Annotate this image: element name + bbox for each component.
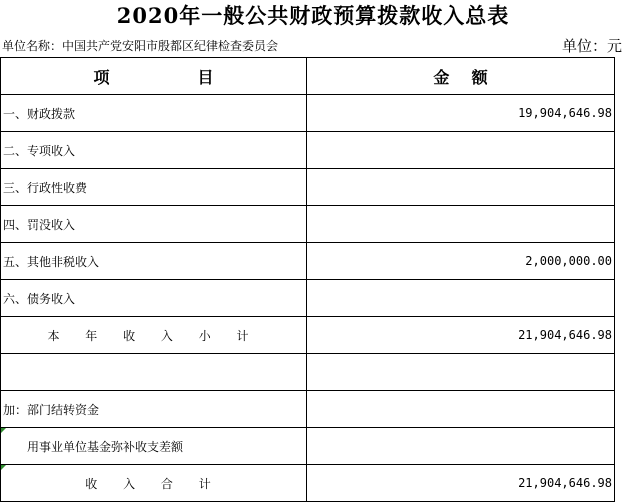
table-row <box>1 428 615 465</box>
cell-marker-icon <box>1 465 6 470</box>
row-amount: 2,000,000.00 <box>307 243 615 280</box>
header-amount: 金 额 <box>307 58 615 95</box>
subtotal-label: 本 年 收 入 小 计 <box>1 317 307 354</box>
table-row <box>1 132 615 169</box>
row-label: 五、其他非税收入 <box>1 243 307 280</box>
row-label: 一、财政拨款 <box>1 95 307 132</box>
row-amount: 19,904,646.98 <box>307 95 615 132</box>
row-label: 加：部门结转资金 <box>1 391 307 428</box>
table-row <box>1 243 615 280</box>
row-amount <box>307 391 615 428</box>
total-amount: 21,904,646.98 <box>307 465 615 502</box>
row-amount <box>307 354 615 391</box>
unit-name: 单位名称：中国共产党安阳市殷都区纪律检查委员会 <box>2 39 279 53</box>
header-item <box>1 58 307 95</box>
header-item-char1: 项 <box>93 67 110 87</box>
table-row <box>1 391 615 428</box>
unit-label: 单位：元 <box>561 37 622 55</box>
cell-marker-icon <box>1 428 6 433</box>
revenue-table <box>0 57 615 502</box>
row-label <box>1 354 307 391</box>
row-label: 四、罚没收入 <box>1 206 307 243</box>
row-amount <box>307 206 615 243</box>
total-label-cell <box>1 465 307 502</box>
row-amount <box>307 428 615 465</box>
row-amount <box>307 132 615 169</box>
row-label: 三、行政性收费 <box>1 169 307 206</box>
row-amount <box>307 169 615 206</box>
row-label: 二、专项收入 <box>1 132 307 169</box>
row-label-cell <box>1 428 307 465</box>
table-row <box>1 169 615 206</box>
row-label: 六、债务收入 <box>1 280 307 317</box>
total-row <box>1 465 615 502</box>
subtotal-amount: 21,904,646.98 <box>307 317 615 354</box>
table-row <box>1 280 615 317</box>
header-item-char2: 目 <box>197 67 214 87</box>
table-row <box>1 206 615 243</box>
row-amount <box>307 280 615 317</box>
total-label: 收 入 合 计 <box>85 476 222 491</box>
table-row <box>1 95 615 132</box>
subtotal-row <box>1 317 615 354</box>
page-title: 2020年一般公共财政预算拨款收入总表 <box>116 3 510 28</box>
row-label: 用事业单位基金弥补收支差额 <box>27 439 184 454</box>
table-header <box>1 58 615 95</box>
empty-row <box>1 354 615 391</box>
